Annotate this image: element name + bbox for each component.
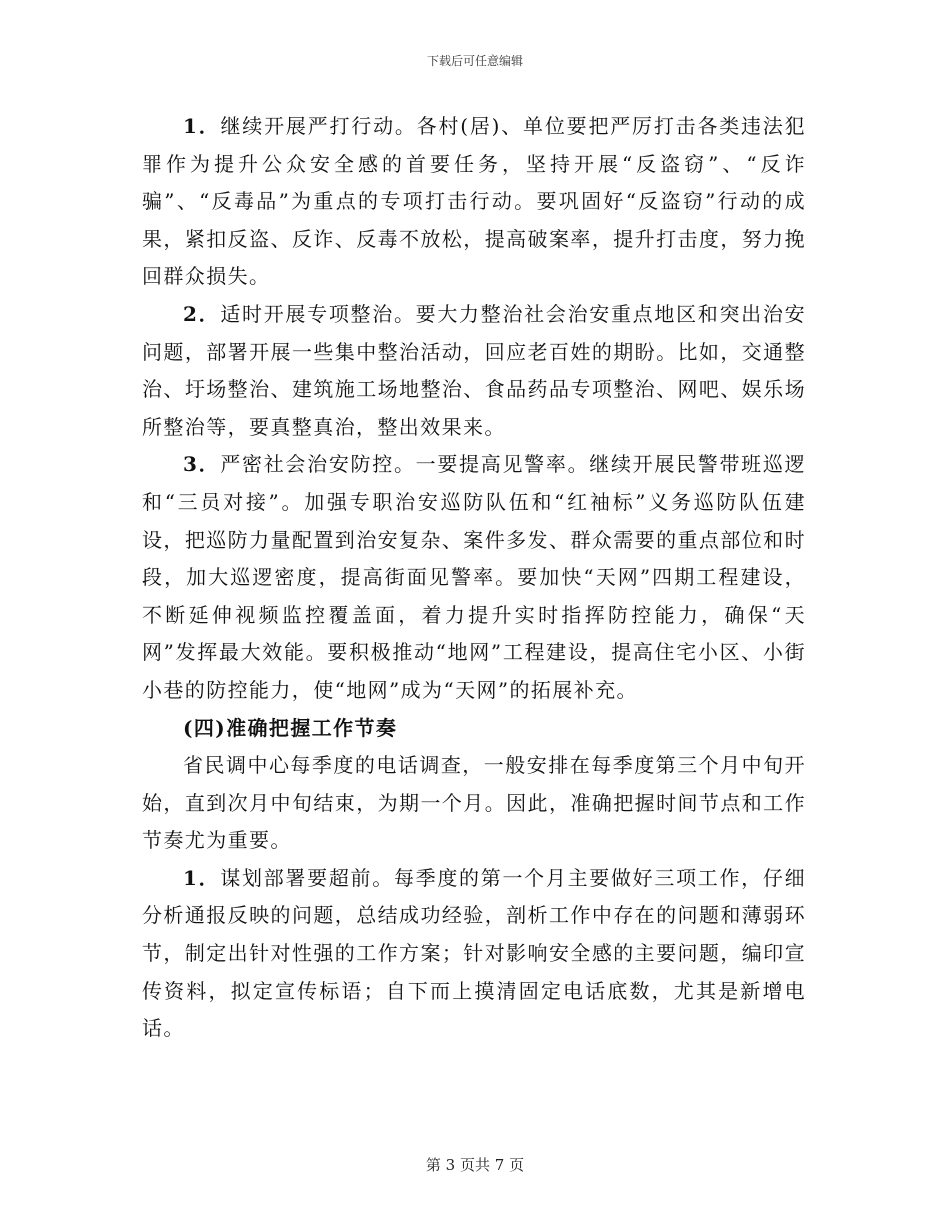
item-number: 3．: [183, 452, 221, 477]
item-number: 1．: [183, 865, 221, 890]
paragraph-text: 省民调中心每季度的电话调查，一般安排在每季度第三个月中旬开始，直到次月中旬结束，为期一个月。因此，准确把握时间节点和工作节奏尤为重要。: [142, 753, 806, 853]
page-number: 第 3 页共 7 页: [425, 1156, 525, 1174]
paragraph-text: 继续开展严打行动。各村(居)、单位要把严厉打击各类违法犯罪作为提升公众安全感的首要任务，坚持开展“反盗窃”、“反诈骗”、“反毒品”为重点的专项打击行动。要巩固好“反盗窃”行动的成果，紧扣反盗、反诈、反毒不放松，提高破案率，提升打击度，努力挽回群众损失。: [142, 114, 806, 289]
paragraph-text: 谋划部署要超前。每季度的第一个月主要做好三项工作，仔细分析通报反映的问题，总结成功经验，剖析工作中存在的问题和薄弱环节，制定出针对性强的工作方案；针对影响安全感的主要问题，编印宣传资料，拟定宣传标语；自下而上摸清固定电话底数，尤其是新增电话。: [142, 865, 806, 1041]
paragraph-5: [142, 860, 806, 1048]
paragraph-text: 适时开展专项整治。要大力整治社会治安重点地区和突出治安问题，部署开展一些集中整治活动，回应老百姓的期盼。比如，交通整治、圩场整治、建筑施工场地整治、食品药品专项整治、网吧、娱乐场所整治等，要真整真治，整出效果来。: [142, 301, 806, 439]
paragraph-1: [142, 108, 806, 296]
header-note: 下载后可任意编辑: [426, 54, 523, 68]
paragraph-4: [142, 747, 806, 860]
item-number: 1．: [183, 114, 221, 138]
paragraph-text: 严密社会治安防控。一要提高见警率。继续开展民警带班巡逻和“三员对接”。加强专职治安巡防队伍和“红袖标”义务巡防队伍建设，把巡防力量配置到治安复杂、案件多发、群众需要的重点部位和时段，加大巡逻密度，提高街面见警率。要加快“天网”四期工程建设，不断延伸视频监控覆盖面，着力提升实时指挥防控能力，确保“天网”发挥最大效能。要积极推动“地网”工程建设，提高住宅小区、小街小巷的防控能力，使“地网”成为“天网”的拓展补充。: [142, 452, 806, 702]
section-heading: (四)准确把握工作节奏: [183, 715, 398, 740]
paragraph-3: [142, 446, 806, 709]
item-number: 2．: [183, 301, 221, 326]
body-text: [142, 108, 806, 1048]
paragraph-2: [142, 296, 806, 446]
